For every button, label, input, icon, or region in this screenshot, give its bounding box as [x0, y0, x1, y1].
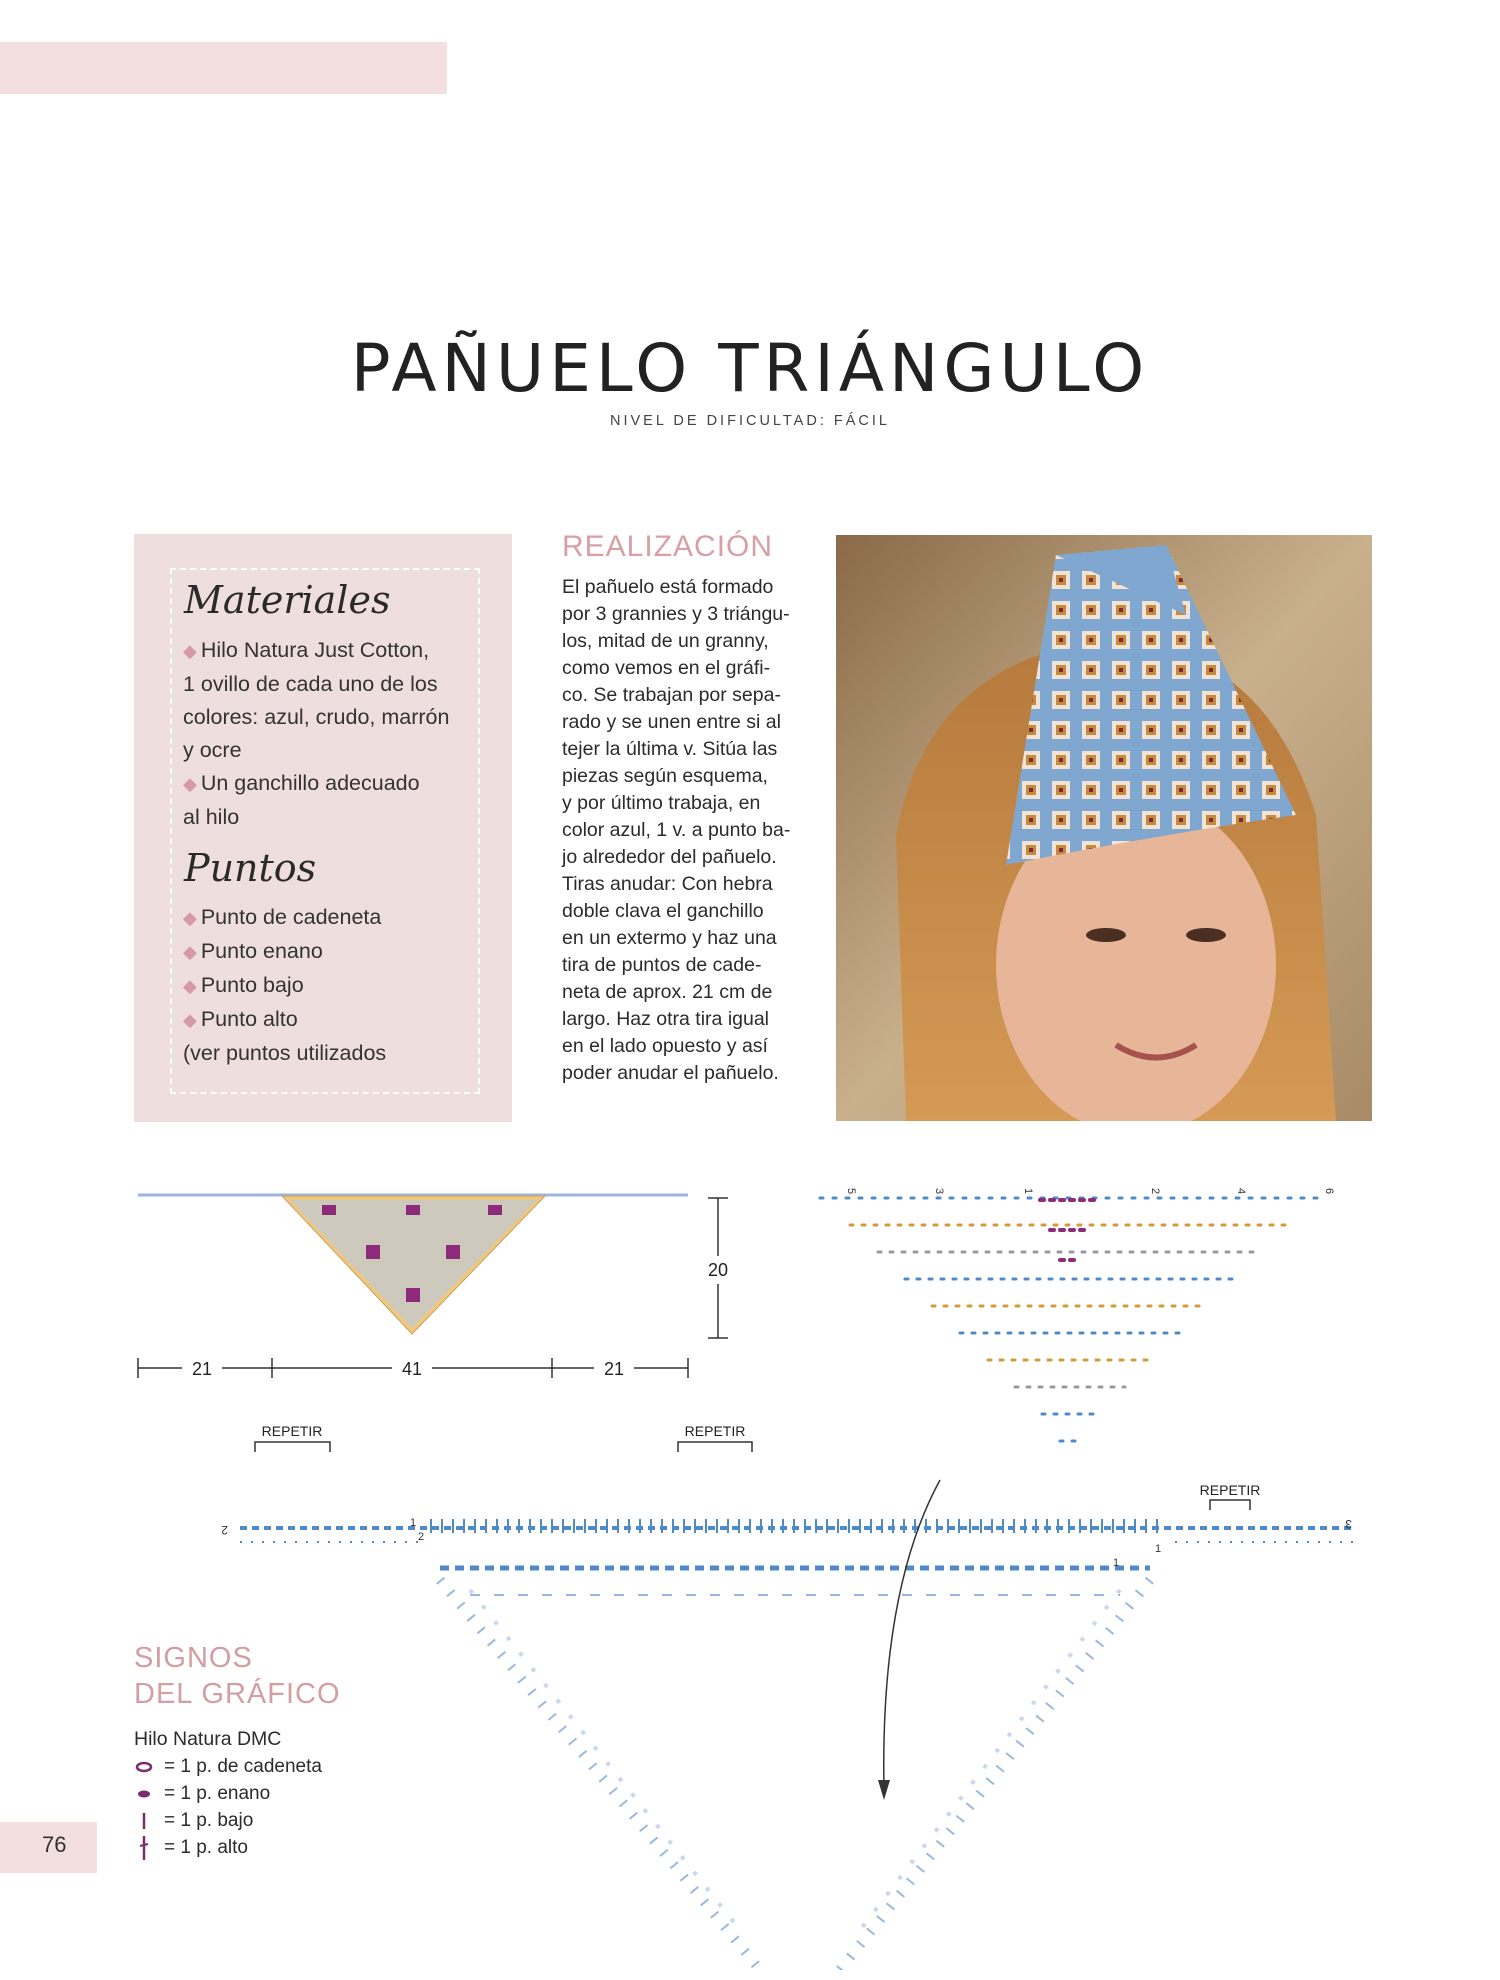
diamond-bullet-icon: ◆ — [183, 908, 197, 928]
header-color-bar — [0, 42, 447, 94]
legend-item: = 1 p. enano — [134, 1781, 270, 1807]
puntos-item: ◆ Punto alto — [183, 1007, 298, 1031]
materials-list — [183, 634, 473, 834]
dimension-label: 21 — [191, 1359, 213, 1379]
puntos-heading: Puntos — [184, 846, 317, 890]
diamond-bullet-icon: ◆ — [183, 976, 197, 996]
single-crochet-icon — [134, 1808, 162, 1834]
shawl-schematic — [138, 1195, 736, 1380]
puntos-note: (ver puntos utilizados — [183, 1041, 387, 1065]
row-number: 6 — [1323, 1188, 1335, 1195]
row-mark: 1 — [1155, 1543, 1162, 1555]
row-mark: 2 — [418, 1531, 425, 1543]
model-photo — [836, 535, 1372, 1121]
dimension-height-label: 20 — [707, 1260, 729, 1280]
row-mark: 3 — [1345, 1517, 1352, 1531]
legend-item: = 1 p. bajo — [134, 1808, 253, 1834]
diamond-bullet-icon: ◆ — [183, 774, 197, 794]
page-title: PAÑUELO TRIÁNGULO — [350, 330, 1150, 407]
row-number: 5 — [845, 1188, 857, 1195]
materials-item-line: y ocre — [183, 738, 242, 762]
diamond-bullet-icon: ◆ — [183, 942, 197, 962]
legend-item: = 1 p. alto — [134, 1835, 248, 1861]
puntos-item: ◆ Punto de cadeneta — [183, 905, 382, 929]
legend-subtitle: Hilo Natura DMC — [134, 1728, 282, 1750]
materials-item-line: colores: azul, crudo, marrón — [183, 705, 450, 729]
legend-heading: SIGNOS DEL GRÁFICO — [134, 1642, 341, 1710]
dimension-label: 41 — [401, 1359, 423, 1379]
row-number: 4 — [1235, 1188, 1247, 1195]
repeat-label: REPETIR — [261, 1423, 323, 1439]
double-crochet-icon — [134, 1835, 162, 1861]
assembly-chart — [240, 1442, 1355, 1970]
materials-item-line: al hilo — [183, 805, 240, 829]
puntos-item: ◆ Punto bajo — [183, 973, 304, 997]
granny-triangle-chart — [795, 1192, 1345, 1468]
materials-item: ◆ Un ganchillo adecuado — [183, 771, 420, 795]
row-mark: 1 — [1113, 1557, 1120, 1569]
row-number: 2 — [1149, 1188, 1161, 1195]
materials-item-line: 1 ovillo de cada uno de los — [183, 672, 438, 696]
puntos-list — [183, 901, 473, 1070]
legend-item: = 1 p. de cadeneta — [134, 1754, 322, 1780]
repeat-label: REPETIR — [1199, 1482, 1261, 1498]
dimension-label: 21 — [603, 1359, 625, 1379]
chain-stitch-icon — [134, 1754, 162, 1780]
realizacion-text: El pañuelo está formado por 3 grannies y 3 triángu- los, mitad de un granny, como vemos en el gráfi- co. Se trabajan por sepa- rado y se unen entre si al tejer la última v. Sitúa las piezas según esquema, y por último trabaja, en color azul, 1 v. a punto ba- jo alrededor del pañuelo. Tiras anudar: Con hebra doble clava el ganchillo en un extermo y haz una tira de puntos de cade- neta de aprox. 21 cm de largo. Haz otra tira igual en el lado opuesto y así poder anudar el pañuelo. — [562, 576, 791, 1084]
puntos-item: ◆ Punto enano — [183, 939, 323, 963]
realizacion-heading: REALIZACIÓN — [562, 530, 774, 563]
materials-heading: Materiales — [184, 578, 391, 622]
materials-item: ◆ Hilo Natura Just Cotton, — [183, 638, 430, 662]
row-mark: 2 — [221, 1523, 228, 1537]
slip-stitch-icon — [134, 1781, 162, 1807]
row-mark: 1 — [410, 1517, 417, 1529]
difficulty-level: NIVEL DE DIFICULTAD: FÁCIL — [610, 413, 890, 429]
row-number: 3 — [933, 1188, 945, 1195]
diamond-bullet-icon: ◆ — [183, 641, 197, 661]
repeat-label: REPETIR — [684, 1423, 746, 1439]
diamond-bullet-icon: ◆ — [183, 1010, 197, 1030]
row-number: 1 — [1022, 1188, 1034, 1195]
page-number: 76 — [42, 1832, 67, 1857]
